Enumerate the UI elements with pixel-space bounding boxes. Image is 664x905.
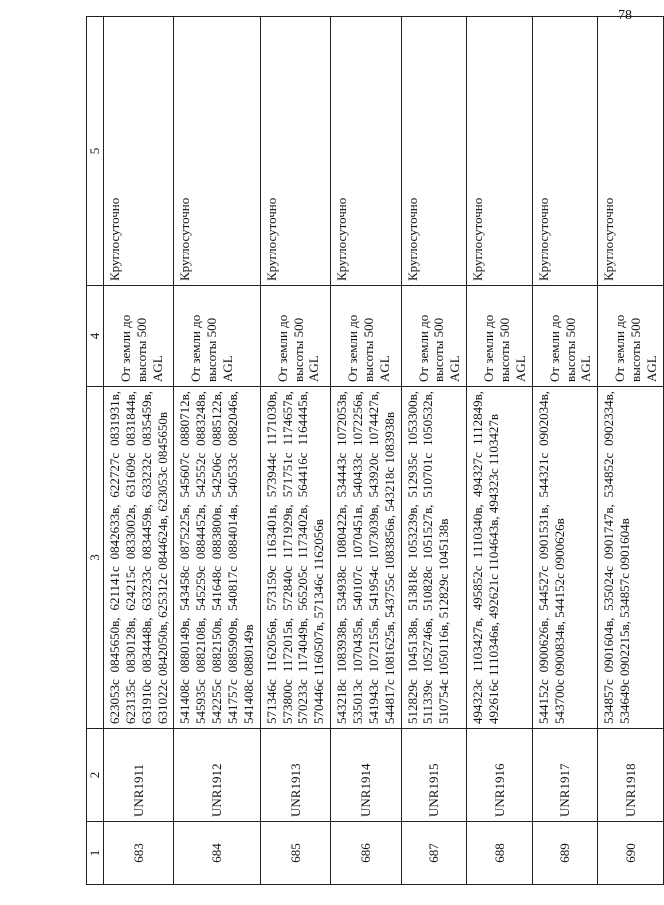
column-header-4: 4 — [87, 286, 104, 387]
operating-time-cell: Круглосуточно — [532, 17, 598, 286]
altitude-limits-cell: От земли до высоты 500 AGL — [598, 286, 664, 387]
zone-code-cell: UNR1911 — [104, 729, 174, 822]
row-number-cell: 689 — [532, 822, 598, 885]
coordinates-cell: 541408c 0880149в, 543458c 0875225в, 545607c 0880712в, 545935c 0882108в, 545259c 0884452в, 542552c 0883248в, 542255c 0882150в, 541648c 0883800в, 542506c 0885122в, 541757c 0885909в, 540817c 0884014в, 540533c 0882046в, 541408c 0880149в — [174, 387, 260, 729]
table-body — [104, 17, 664, 885]
column-header-2: 2 — [87, 729, 104, 822]
coordinates-cell: 512829c 1045138в, 513818c 1053239в, 512935c 1053300в, 511339c 1052746в, 510828c 1051527в, 510701c 1050532в, 510754c 1050116в, 512829c 1045138в — [401, 387, 467, 729]
altitude-limits-cell: От земли до высоты 500 AGL — [467, 286, 533, 387]
table-row — [467, 17, 533, 885]
column-header-3: 3 — [87, 387, 104, 729]
altitude-limits-cell: От земли до высоты 500 AGL — [401, 286, 467, 387]
table-row — [598, 17, 664, 885]
header-row — [87, 17, 104, 885]
table-row — [174, 17, 260, 885]
zone-code-cell: UNR1912 — [174, 729, 260, 822]
table-row — [532, 17, 598, 885]
zone-code-cell: UNR1918 — [598, 729, 664, 822]
table-row — [260, 17, 330, 885]
table-row — [401, 17, 467, 885]
coordinates-cell: 534857c 0901604в, 535024c 0901747в, 534852c 0902334в, 534649c 0902215в, 534857c 0901604в — [598, 387, 664, 729]
operating-time-cell: Круглосуточно — [598, 17, 664, 286]
row-number-cell: 687 — [401, 822, 467, 885]
coordinates-cell: 571346c 1162056в, 573159c 1163401в, 573944c 1171030в, 573800c 1172015в, 572840c 1171929в, 571751c 1174657в, 570233c 1174049в, 565205c 1173402в, 564416c 1164445в, 570446c 1160507в, 571346c 1162056в — [260, 387, 330, 729]
row-number-cell: 685 — [260, 822, 330, 885]
row-number-cell: 686 — [331, 822, 401, 885]
altitude-limits-cell: От земли до высоты 500 AGL — [104, 286, 174, 387]
column-header-5: 5 — [87, 17, 104, 286]
coordinates-cell: 543218c 1083938в, 534938c 1080422в, 534443c 1072053в, 535013c 1070435в, 540107c 1070451в, 540433c 1072256в, 541943c 1072155в, 541954c 1073039в, 543920c 1074427в, 544817c 1081625в, 543755c 1083856в, 543218c 1083938в — [331, 387, 401, 729]
altitude-limits-cell: От земли до высоты 500 AGL — [174, 286, 260, 387]
row-number-cell: 690 — [598, 822, 664, 885]
operating-time-cell: Круглосуточно — [174, 17, 260, 286]
zone-code-cell: UNR1915 — [401, 729, 467, 822]
zone-code-cell: UNR1916 — [467, 729, 533, 822]
operating-time-cell: Круглосуточно — [260, 17, 330, 286]
coordinates-cell: 494323c 1103427в, 495852c 1110340в, 494327c 1112849в, 492616c 1110346в, 492621c 1104643в, 494323c 1103427в — [467, 387, 533, 729]
rotated-table-container — [86, 17, 660, 885]
altitude-limits-cell: От земли до высоты 500 AGL — [260, 286, 330, 387]
operating-time-cell: Круглосуточно — [331, 17, 401, 286]
table-row — [104, 17, 174, 885]
zone-code-cell: UNR1914 — [331, 729, 401, 822]
table-row — [331, 17, 401, 885]
row-number-cell: 684 — [174, 822, 260, 885]
altitude-limits-cell: От земли до высоты 500 AGL — [331, 286, 401, 387]
operating-time-cell: Круглосуточно — [104, 17, 174, 286]
zone-code-cell: UNR1913 — [260, 729, 330, 822]
column-header-1: 1 — [87, 822, 104, 885]
altitude-limits-cell: От земли до высоты 500 AGL — [532, 286, 598, 387]
page-number: 78 — [618, 8, 632, 23]
row-number-cell: 683 — [104, 822, 174, 885]
row-number-cell: 688 — [467, 822, 533, 885]
operating-time-cell: Круглосуточно — [467, 17, 533, 286]
coordinates-cell: 623053c 0845650в, 621141c 0842633в, 622727c 0831931в, 623135c 0830128в, 624215c 0833002в, 631609c 0831844в, 631910c 0834448в, 633233c 0834459в, 633232c 0835459в, 631022c 0842050в, 625312c 0844624в, 623053c 0845650в — [104, 387, 174, 729]
zone-code-cell: UNR1917 — [532, 729, 598, 822]
operating-time-cell: Круглосуточно — [401, 17, 467, 286]
coordinates-cell: 544152c 0900626в, 544527c 0901531в, 544321c 0902034в, 543700c 0900834в, 544152c 0900626в — [532, 387, 598, 729]
airspace-zones-table — [86, 16, 664, 885]
